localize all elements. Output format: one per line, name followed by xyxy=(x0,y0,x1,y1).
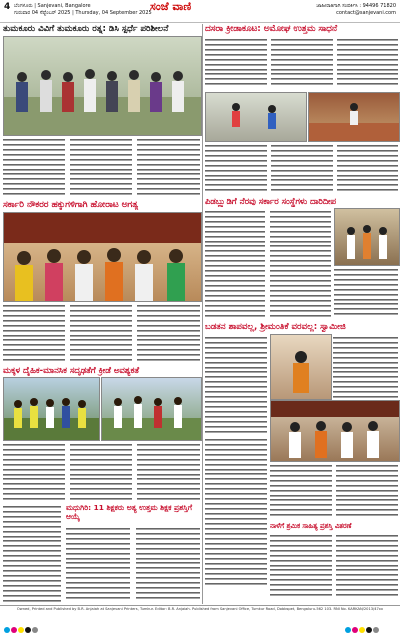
registration-marks-right xyxy=(345,618,380,624)
swamiji-illustration xyxy=(271,335,331,399)
headline-dasara-sports: ದಸರಾ ಕ್ರೀಡಾಕೂಟ: ಅಮೋಘ ಉತ್ತಮ ಸಾಧನೆ xyxy=(205,24,338,34)
footer-rule xyxy=(0,605,400,606)
photo-felicitation xyxy=(270,400,400,462)
edition-line: ಬೆಂಗಳೂರು | Sanjevani, Bangalore xyxy=(14,3,91,9)
imprint-line: Owned, Printed and Published by B.R. Anjaiah at Sanjevani Printers, Tumkur. Editor: B.R. Anjaiah. Published from Sanjevani Office, Tumkur Road, Dobbspet, Bengaluru-562 103. RNI No. KARKAN/2013/47xx xyxy=(16,607,384,611)
photo-track-race xyxy=(308,92,400,142)
registration-marks-left xyxy=(4,618,39,624)
photo-pwd-event xyxy=(334,208,400,266)
yellow-mark-icon xyxy=(18,627,24,633)
magenta-mark-icon xyxy=(352,627,358,633)
people-group-illustration xyxy=(4,37,201,135)
headline-pwd-support: ಪಿಡಬ್ಲ್ಯುಡಿಗೆ ನೆರವು ಸರ್ಕಾರ ಸಂಸ್ಥೆಗಳು ದಾರಿದೀಪ xyxy=(205,196,337,206)
headline-shramika-award: ನಾಳೆಗೆ ಶ್ರಮಿಕ ಸಾಹಿತ್ಯ ಪ್ರಶಸ್ತಿ ವಿತರಣೆ xyxy=(270,522,352,530)
cyan-mark-icon xyxy=(4,627,10,633)
dignitaries-illustration xyxy=(4,213,201,301)
cyan-mark-icon xyxy=(345,627,351,633)
article-body-a2 xyxy=(205,36,398,90)
black-mark-icon xyxy=(366,627,372,633)
black-mark-icon xyxy=(25,627,31,633)
felicitation-illustration xyxy=(271,401,399,461)
article-body-a4b xyxy=(334,266,398,320)
article-body-a2b xyxy=(205,142,398,194)
runners-illustration xyxy=(206,93,306,141)
pwd-people-illustration xyxy=(335,209,399,265)
headline-tumakuru-university: ತುಮಕೂರು ವಿವಿಗೆ ತುಮಕೂರು ರತ್ನ: ಡಿಸಿ ಸ್ಪರ್ಧೆ ಪರಿಶೀಲನೆ xyxy=(3,24,169,34)
article-body-a3 xyxy=(3,302,200,364)
headline-poverty-swamiji: ಬಡತನ ಶಾಪವಲ್ಲ, ಶ್ರೀಮಂತಿಕೆ ವರವಲ್ಲ: ಸ್ವಾಮೀಜಿ xyxy=(205,322,346,332)
masthead xyxy=(150,0,191,14)
page-header xyxy=(0,0,400,23)
headline-madhugiri-teachers: ಮಧುಗಿರಿ: 11 ಶಿಕ್ಷಕರು ಅತ್ಯ ಉತ್ತಮ ಶಿಕ್ಷಕ ಪ್ರಶಸ್ತಿಗೆ ಆಯ್ಕೆ xyxy=(66,503,192,521)
photo-relay-runners xyxy=(205,92,307,142)
article-body-a6c xyxy=(205,436,267,596)
headline-children-sports: ಮಕ್ಕಳ ದೈಹಿಕ-ಮಾನಸಿಕ ಸದೃಢತೆಗೆ ಕ್ರೀಡೆ ಅವಶ್ಯಕತೆ xyxy=(3,365,140,375)
track-illustration xyxy=(309,93,399,141)
page-number: 4 xyxy=(4,2,11,12)
article-body-a8 xyxy=(270,532,398,604)
masthead-title: ಸಂಜೆ ವಾಣಿ xyxy=(150,0,192,13)
grey-mark-icon xyxy=(32,627,38,633)
article-body-a6d xyxy=(270,462,398,520)
grey-mark-icon xyxy=(373,627,379,633)
article-body-a7 xyxy=(66,525,200,603)
headline-govt-employees: ಸರ್ಕಾರಿ ನೌಕರರ ಹಕ್ಕುಗಳಿಗಾಗಿ ಹೋರಾಟ ಅಗತ್ಯ xyxy=(3,200,139,210)
article-body-a5 xyxy=(3,441,200,501)
magenta-mark-icon xyxy=(11,627,17,633)
photo-officials-inspection xyxy=(3,36,202,136)
contact-line: ಜಾಹೀರಾತಿಗಾಗಿ ಸಂಪರ್ಕಿಸಿ : 94496 71820 xyxy=(316,3,396,9)
article-body-a1 xyxy=(3,136,200,198)
article-body-a4 xyxy=(205,208,331,320)
photo-swamiji-stage xyxy=(270,334,332,400)
email-line: contact@sanjevani.com xyxy=(336,10,396,16)
photo-sports-students xyxy=(3,377,100,441)
yellow-mark-icon xyxy=(359,627,365,633)
article-body-a7-left xyxy=(3,503,61,603)
guests-illustration xyxy=(102,378,201,440)
photo-employees-event xyxy=(3,212,202,302)
students-illustration xyxy=(4,378,99,440)
date-line: ಗುರುವಾರ 04 ಸೆಪ್ಟೆಂಬರ್ 2025 | Thursday, 04 September 2025 xyxy=(14,10,152,16)
column-divider xyxy=(202,24,203,604)
article-body-a6 xyxy=(205,334,267,434)
photo-sports-guests xyxy=(101,377,202,441)
